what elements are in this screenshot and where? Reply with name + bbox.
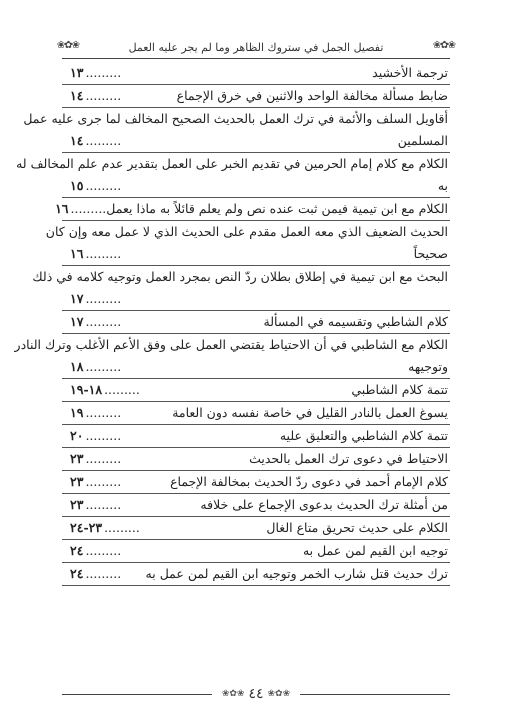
- toc-entry-line: [64, 243, 448, 265]
- toc-entry-page: ..... ٢٣-٢٤: [64, 517, 140, 539]
- toc-entry-title: كلام الإمام أحمد في دعوى ردّ الحديث بمخالفة الإجماع: [170, 474, 448, 489]
- toc-entry-line: [64, 356, 448, 378]
- header-ornament-right: ❀✿❀: [432, 40, 456, 51]
- toc-entry-line: [64, 517, 448, 539]
- toc-entry-line: [64, 471, 448, 493]
- toc-entry-line: [64, 288, 448, 310]
- toc-entry-page: ..... ٢٣: [64, 448, 121, 470]
- toc-entry-title: تتمة كلام الشاطبي: [351, 382, 448, 397]
- toc-entry-page: ..... ٢٤: [64, 540, 121, 562]
- toc-entry-page: ..... ١٤: [64, 85, 121, 107]
- toc-entry-page: ..... ١٩: [64, 402, 121, 424]
- footer-ornament-left: ❀✿❀: [221, 689, 245, 699]
- toc-entry: [14, 334, 450, 379]
- toc-entry-title: ترجمة الأخشيد: [372, 65, 448, 80]
- running-header: [56, 37, 456, 57]
- toc-entry-line: [64, 85, 448, 107]
- toc-entry: [45, 221, 450, 266]
- toc-entry-line: [64, 379, 448, 401]
- header-ornament-left: ❀✿❀: [56, 40, 80, 51]
- toc-entry-title: ترك حديث قتل شارب الخمر وتوجيه ابن القيم لمن عمل به: [145, 566, 448, 581]
- header-title: تفصيل الجمل في ستروك الظاهر وما لم يجر عليه العمل: [128, 40, 384, 54]
- toc-entry: [62, 311, 450, 334]
- toc-entry-title: الكلام على حديث تحريق متاع الغال: [266, 520, 448, 535]
- footer-ornament-right: ❀✿❀: [267, 689, 291, 699]
- toc-entry-line: [55, 198, 448, 220]
- toc-entry-page: ..... ١٨: [64, 356, 121, 378]
- toc-entry: [62, 379, 450, 402]
- toc-entry-line: [64, 62, 448, 84]
- toc-entry-line: [64, 311, 448, 333]
- toc-entry-title: الكلام مع ابن تيمية فيمن ثبت عنده نص ولم يعلم قائلاً به ماذا يعمل: [106, 201, 448, 216]
- toc-entry-page: ..... ١٨-١٩: [64, 379, 140, 401]
- toc-entry-title: صحيحاً: [413, 246, 448, 261]
- header-rule: [62, 58, 450, 59]
- toc-entry-title: البحث مع ابن تيمية في إطلاق بطلان ردّ النص بمجرد العمل وتوجيه كلامه في ذلك: [32, 269, 448, 284]
- toc-entry: [62, 563, 450, 586]
- toc-entry-title: كلام الشاطبي وتقسيمه في المسألة: [263, 314, 448, 329]
- toc-entry-line: [64, 494, 448, 516]
- toc-entry-page: ..... ١٦: [49, 198, 106, 220]
- page-footer: [62, 683, 450, 705]
- toc-entry-title: المسلمين: [397, 133, 448, 148]
- toc-entry: [16, 153, 450, 198]
- toc-entry-page: ..... ٢٤: [64, 563, 121, 585]
- footer-rule-right: [300, 694, 450, 695]
- toc-entry: [62, 85, 450, 108]
- toc-entry-title: تتمة كلام الشاطبي والتعليق عليه: [279, 428, 448, 443]
- toc-entry-title: ضابط مسألة مخالفة الواحد والاثنين في خرق الإجماع: [176, 88, 448, 103]
- toc-entry-page: ..... ١٥: [64, 175, 121, 197]
- footer-rule-left: [62, 694, 212, 695]
- footer-center: [222, 686, 290, 702]
- toc-entry-page: ..... ٢٠: [64, 425, 121, 447]
- toc-entry-page: ..... ٢٣: [64, 494, 121, 516]
- toc-entry-page: ..... ١٦: [64, 243, 121, 265]
- toc-entry: [62, 402, 450, 425]
- toc-entry-line: [64, 563, 448, 585]
- toc-entry: [62, 517, 450, 540]
- toc-entry-title: الحديث الضعيف الذي معه العمل مقدم على الحديث الذي لا عمل معه وإن كان: [45, 224, 448, 239]
- toc-entry-line: [64, 540, 448, 562]
- toc-entry-line: [64, 130, 448, 152]
- toc-entry: [23, 108, 450, 153]
- toc-entry-line: [14, 334, 448, 356]
- toc-entry-title: أقاويل السلف والأئمة في ترك العمل بالحديث الصحيح المخالف لما جرى عليه عمل: [23, 111, 448, 126]
- toc-entry: [62, 425, 450, 448]
- toc-entry-title: يسوغ العمل بالنادر القليل في خاصة نفسه دون العامة: [172, 405, 448, 420]
- toc-entry-title: وتوجيهه: [408, 359, 448, 374]
- toc-entry: [62, 448, 450, 471]
- toc-entry-page: ..... ١٤: [64, 130, 121, 152]
- toc-entry-title: من أمثلة ترك الحديث بدعوى الإجماع على خلافه: [200, 497, 448, 512]
- toc-entry-line: [64, 175, 448, 197]
- toc-entry-line: [64, 448, 448, 470]
- toc-entry-title: به: [437, 178, 448, 193]
- toc-entry-line: [16, 153, 448, 175]
- toc-entry: [62, 62, 450, 85]
- toc-entry: [62, 471, 450, 494]
- toc-entry-title: توجيه ابن القيم لمن عمل به: [302, 543, 448, 558]
- toc-entry: [62, 494, 450, 517]
- toc-entry-line: [64, 425, 448, 447]
- toc-entry-page: ..... ٢٣: [64, 471, 121, 493]
- toc-entry-title: الكلام مع الشاطبي في أن الاحتياط يقتضي العمل على وفق الأعم الأغلب وترك النادر: [14, 337, 448, 352]
- toc-entry: [32, 266, 450, 311]
- toc-entry-title: الاحتياط في دعوى ترك العمل بالحديث: [249, 451, 448, 466]
- toc-entry-line: [23, 108, 448, 130]
- toc-entry-page: ..... ١٧: [64, 288, 121, 310]
- toc-entry-page: ..... ١٧: [64, 311, 121, 333]
- page-number: ٤٤: [248, 686, 264, 702]
- toc-entry-line: [32, 266, 448, 288]
- toc-entry: [55, 198, 450, 221]
- toc-entry-line: [64, 402, 448, 424]
- toc-entry-line: [45, 221, 448, 243]
- toc-entry-title: الكلام مع كلام إمام الحرمين في تقديم الخبر على العمل بتقدير عدم علم المخالف له: [16, 156, 448, 171]
- table-of-contents: [14, 62, 450, 586]
- toc-entry: [62, 540, 450, 563]
- toc-entry-page: ..... ١٣: [64, 62, 121, 84]
